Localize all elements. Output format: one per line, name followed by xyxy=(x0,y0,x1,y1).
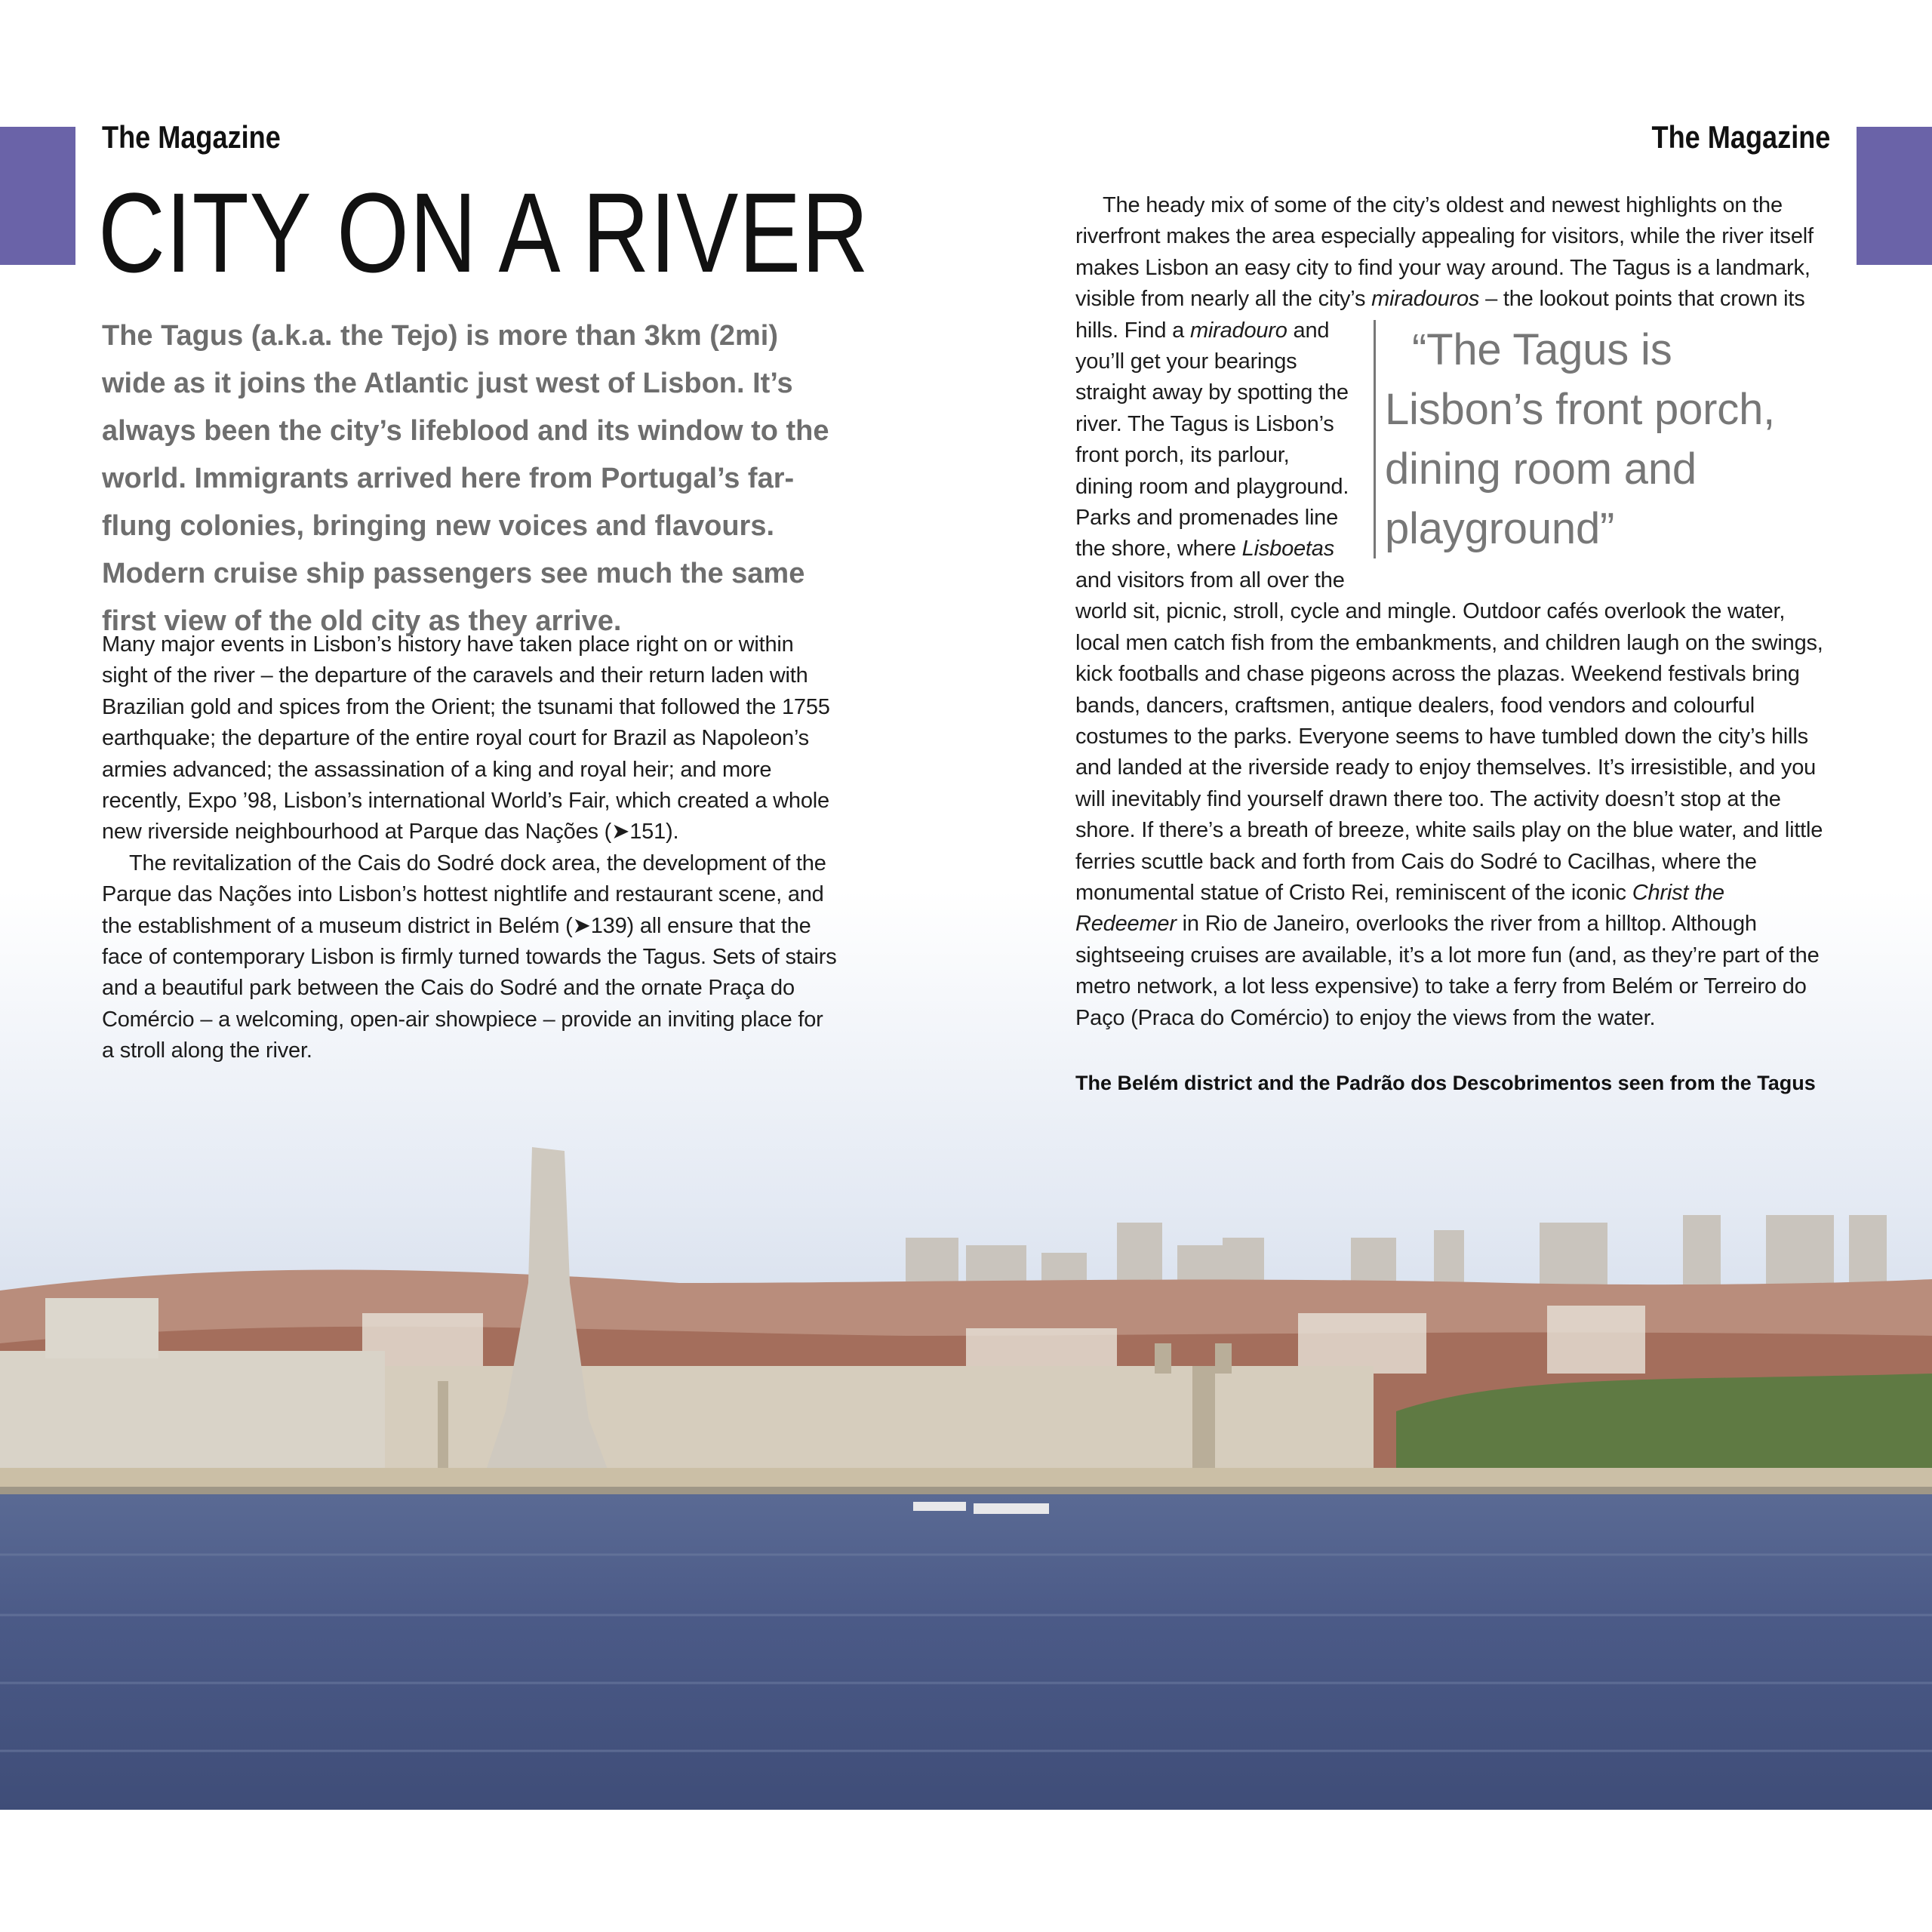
body-paragraph: The revitalization of the Cais do Sodré dock area, the development of the Parque das Nações into Lisbon’s hottest nightlife and restaurant scene, and the establishment of a museum district in Belém (➤139) all ensure that the face of contemporary Lisbon is firmly turned towards the Tagus. Sets of stairs and a beautiful park between the Cais do Sodré and the ornate Praça do Comércio – a welcoming, open-air showpiece – provide an inviting place for a stroll along the river. xyxy=(102,851,837,1063)
body-paragraph: Many major events in Lisbon’s history have taken place right on or within sight of the river – the departure of the caravels and their return laden with Brazilian gold and spices from the Orient; the tsunami that followed the 1755 earthquake; the departure of the entire royal court for Brazil as Napoleon’s armies advanced; the assassination of a king and royal heir; and more recently, Expo ’98, Lisbon’s international World’s Fair, which created a whole new riverside neighbourhood at Parque das Nações (➤151). xyxy=(102,632,830,844)
section-tab-right xyxy=(1857,127,1932,265)
pull-quote: “The Tagus is Lisbon’s front porch, dining room and playground” xyxy=(1374,320,1830,558)
section-tab-left xyxy=(0,127,75,265)
article-standfirst: The Tagus (a.k.a. the Tejo) is more than 3km (2mi) wide as it joins the Atlantic just west of Lisbon. It’s always been the city’s lifeblood and its window to the world. Immigrants arrived here from Portugal’s far-flung colonies, bringing new voices and flavours. Modern cruise ship passengers see much the same first view of the old city as they arrive. xyxy=(102,320,829,637)
body-column-left xyxy=(102,629,838,1067)
running-head-left: The Magazine xyxy=(102,119,281,155)
photo-caption: The Belém district and the Padrão dos Descobrimentos seen from the Tagus xyxy=(1075,1072,1816,1094)
running-head-right: The Magazine xyxy=(1651,119,1830,155)
article-headline: CITY ON A RIVER xyxy=(98,169,869,296)
body-column-right xyxy=(1075,190,1830,1034)
body-paragraph: The heady mix of some of the city’s oldest and newest highlights on the riverfront makes the area especially appealing for visitors, while the river itself makes Lisbon an easy city to find your way around. The Tagus is a landmark, visible from nearly all the city’s miradouros – the lookout points that crown its hills. Find a miradouro “The Tagus is Lisbon’s front porch, dining room and playground” and you’ll get your bearings straight away by spotting the river. The Tagus is Lisbon’s front porch, its parlour, dining room and playground. Parks and promenades line the shore, where Lisboetas and visitors from all over the world sit, picnic, stroll, cycle and mingle. Outdoor cafés overlook the water, local men catch fish from the embankments, and children laugh on the swings, kick footballs and chase pigeons across the plazas. Weekend festivals bring bands, dancers, craftsmen, antique dealers, food vendors and colourful costumes to the parks. Everyone seems to have tumbled down the city’s hills and landed at the riverside ready to enjoy themselves. It’s irresistible, and you will inevitably find yourself drawn there too. The activity doesn’t stop at the shore. If there’s a breath of breeze, white sails play on the blue water, and little ferries scuttle back and forth from Cais do Sodré to Cacilhas, where the monumental statue of Cristo Rei, reminiscent of the iconic Christ the Redeemer in Rio de Janeiro, overlooks the river from a hilltop. Although sightseeing cruises are available, it’s a lot more fun (and, as they’re part of the metro network, a lot less expensive) to take a ferry from Belém or Terreiro do Paço (Praca do Comércio) to enjoy the views from the water. xyxy=(1075,190,1830,1034)
